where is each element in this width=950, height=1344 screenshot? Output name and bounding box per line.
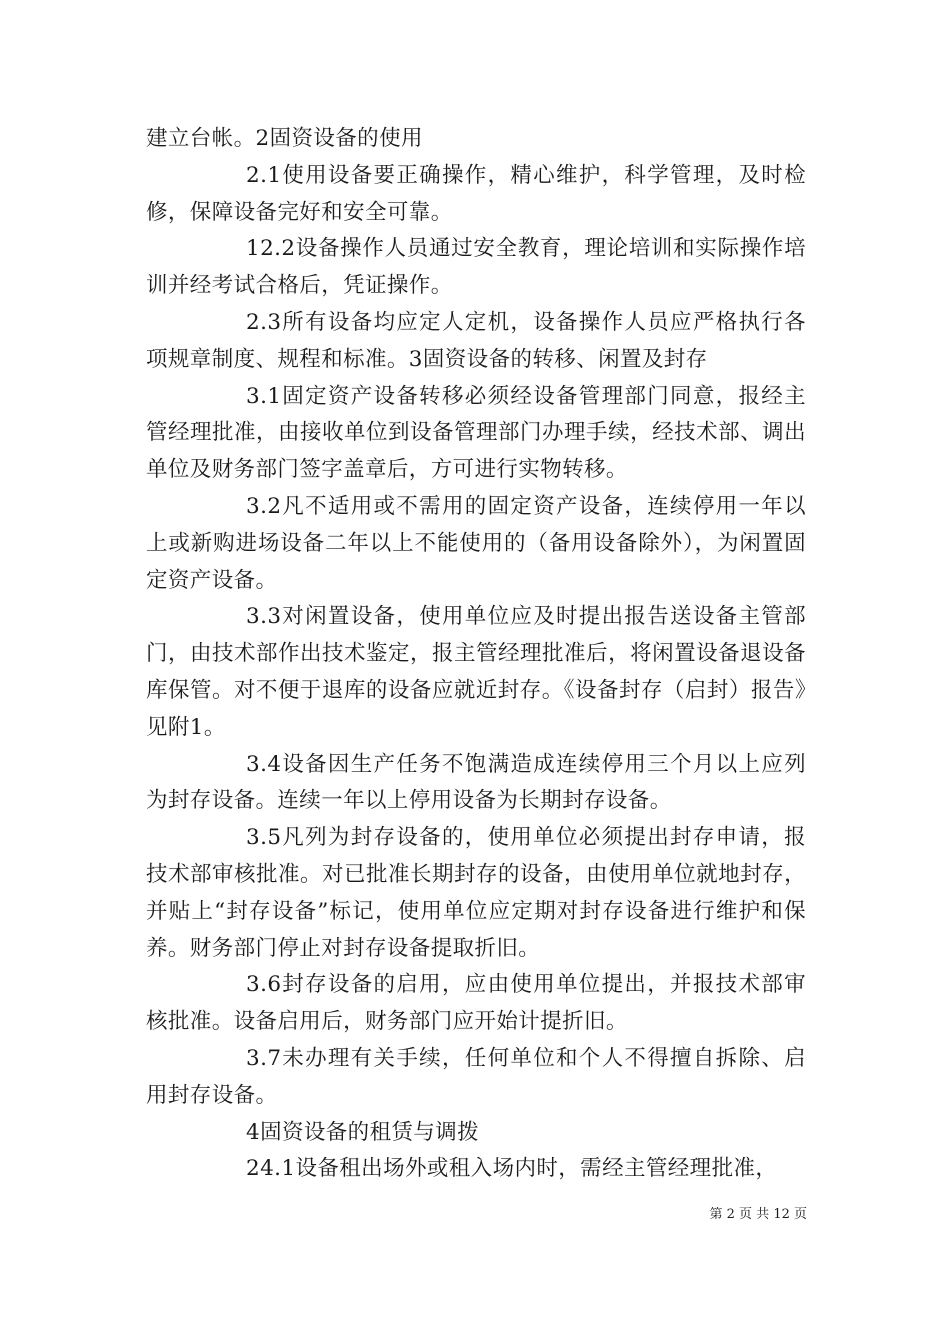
- page-number-footer: 第 2 页 共 12 页: [709, 1207, 807, 1222]
- paragraph: 建立台帐。2固资设备的使用: [146, 126, 423, 151]
- document-body: [146, 121, 806, 1188]
- paragraph: 3.4设备因生产任务不饱满造成连续停用三个月以上应列为封存设备。连续一年以上停用设备为长期封存设备。: [146, 751, 806, 814]
- paragraph: 3.1固定资产设备转移必须经设备管理部门同意，报经主管经理批准，由接收单位到设备管理部门办理手续，经技术部、调出单位及财务部门签字盖章后，方可进行实物转移。: [146, 383, 806, 483]
- paragraph: 3.3对闲置设备，使用单位应及时提出报告送设备主管部门，由技术部作出技术鉴定，报主管经理批准后，将闲置设备退设备库保管。对不便于退库的设备应就近封存。《设备封存（启封）报告》见附1。: [146, 604, 806, 740]
- paragraph: 3.6封存设备的启用，应由使用单位提出，并报技术部审核批准。设备启用后，财务部门应开始计提折旧。: [146, 972, 806, 1035]
- paragraph: 12.2设备操作人员通过安全教育，理论培训和实际操作培训并经考试合格后，凭证操作。: [146, 236, 806, 299]
- paragraph: 3.5凡列为封存设备的，使用单位必须提出封存申请，报技术部审核批准。对已批准长期封存的设备，由使用单位就地封存，并贴上“封存设备”标记，使用单位应定期对封存设备进行维护和保养。财务部门停止对封存设备提取折旧。: [146, 825, 806, 961]
- paragraph: 3.2凡不适用或不需用的固定资产设备，连续停用一年以上或新购进场设备二年以上不能使用的（备用设备除外），为闲置固定资产设备。: [146, 493, 806, 593]
- paragraph: 2.3所有设备均应定人定机，设备操作人员应严格执行各项规章制度、规程和标准。3固资设备的转移、闲置及封存: [146, 309, 806, 372]
- paragraph: 24.1设备租出场外或租入场内时，需经主管经理批准，: [246, 1156, 778, 1182]
- paragraph: 2.1使用设备要正确操作，精心维护，科学管理，及时检修，保障设备完好和安全可靠。: [146, 162, 806, 225]
- paragraph: 3.7未办理有关手续，任何单位和个人不得擅自拆除、启用封存设备。: [146, 1045, 806, 1108]
- section-heading: 4固资设备的租赁与调拨: [246, 1119, 480, 1145]
